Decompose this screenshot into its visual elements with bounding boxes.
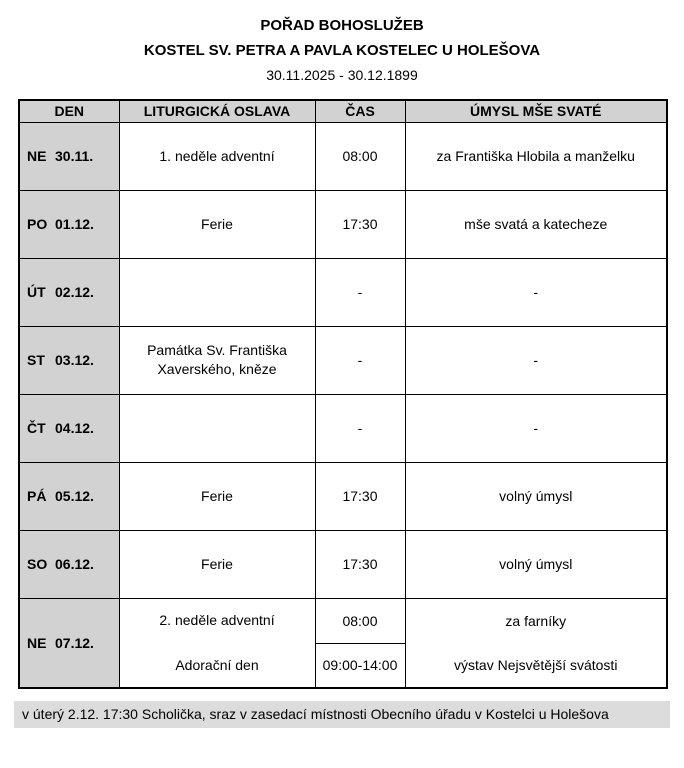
- day-abbr: ČT: [27, 420, 46, 436]
- day-date: 30.11.: [55, 148, 94, 164]
- time-cell: 17:30: [315, 462, 405, 530]
- day-cell: [19, 598, 119, 688]
- time-cell: 17:30: [315, 530, 405, 598]
- time-cell: -: [315, 326, 405, 394]
- intention-cell: za farníky: [405, 598, 667, 643]
- celebration-cell: 2. neděle adventní: [119, 598, 315, 643]
- time-cell: 17:30: [315, 190, 405, 258]
- table-row: [19, 598, 667, 643]
- intention-cell: výstav Nejsvětější svátosti: [405, 643, 667, 688]
- celebration-cell: Ferie: [119, 462, 315, 530]
- day-date: 01.12.: [55, 216, 94, 232]
- day-cell: [19, 394, 119, 462]
- day-date: 05.12.: [55, 488, 94, 504]
- table-header-row: [19, 100, 667, 122]
- day-cell: [19, 462, 119, 530]
- day-abbr: PÁ: [27, 488, 47, 504]
- day-cell: [19, 122, 119, 190]
- time-cell: 08:00: [315, 598, 405, 643]
- celebration-cell: Ferie: [119, 530, 315, 598]
- page-header: [18, 16, 666, 85]
- page-title: POŘAD BOHOSLUŽEB: [260, 17, 424, 34]
- time-cell: 08:00: [315, 122, 405, 190]
- table-row: [19, 462, 667, 530]
- intention-cell: -: [405, 258, 667, 326]
- table-row: [19, 258, 667, 326]
- day-cell: [19, 258, 119, 326]
- day-abbr: PO: [27, 216, 48, 232]
- table-row: [19, 394, 667, 462]
- intention-cell: za Františka Hlobila a manželku: [405, 122, 667, 190]
- time-cell: 09:00-14:00: [315, 643, 405, 688]
- col-header-time: ČAS: [315, 100, 405, 122]
- day-cell: [19, 326, 119, 394]
- time-cell: -: [315, 394, 405, 462]
- day-date: 02.12.: [55, 284, 94, 300]
- celebration-cell: [119, 258, 315, 326]
- day-abbr: NE: [27, 148, 47, 164]
- day-abbr: NE: [27, 634, 47, 651]
- intention-cell: -: [405, 394, 667, 462]
- time-cell: -: [315, 258, 405, 326]
- celebration-cell: Památka Sv. Františka Xaverského, kněze: [119, 326, 315, 394]
- intention-cell: -: [405, 326, 667, 394]
- schedule-table: [18, 99, 668, 689]
- day-cell: [19, 190, 119, 258]
- intention-cell: volný úmysl: [405, 462, 667, 530]
- day-abbr: ÚT: [27, 284, 46, 300]
- table-row: [19, 122, 667, 190]
- col-header-intention: ÚMYSL MŠE SVATÉ: [405, 100, 667, 122]
- celebration-cell: [119, 394, 315, 462]
- day-date: 06.12.: [55, 556, 94, 572]
- celebration-cell: Adorační den: [119, 643, 315, 688]
- footer-note-text: v úterý 2.12. 17:30 Scholička, sraz v zasedací místnosti Obecního úřadu v Kostelci u Holešova: [22, 706, 609, 722]
- church-name: KOSTEL SV. PETRA A PAVLA KOSTELEC U HOLEŠOVA: [143, 42, 541, 59]
- day-date: 07.12.: [55, 634, 94, 651]
- footer-note: [14, 701, 670, 728]
- day-abbr: SO: [27, 556, 48, 572]
- table-row: [19, 326, 667, 394]
- celebration-cell: Ferie: [119, 190, 315, 258]
- table-row: [19, 530, 667, 598]
- day-date: 04.12.: [55, 420, 94, 436]
- col-header-celebration: LITURGICKÁ OSLAVA: [119, 100, 315, 122]
- day-abbr: ST: [27, 352, 45, 368]
- intention-cell: mše svatá a katecheze: [405, 190, 667, 258]
- table-row: [19, 190, 667, 258]
- celebration-cell: 1. neděle adventní: [119, 122, 315, 190]
- day-cell: [19, 530, 119, 598]
- intention-cell: volný úmysl: [405, 530, 667, 598]
- date-range: 30.11.2025 - 30.12.1899: [266, 67, 418, 83]
- col-header-day: DEN: [19, 100, 119, 122]
- day-date: 03.12.: [55, 352, 94, 368]
